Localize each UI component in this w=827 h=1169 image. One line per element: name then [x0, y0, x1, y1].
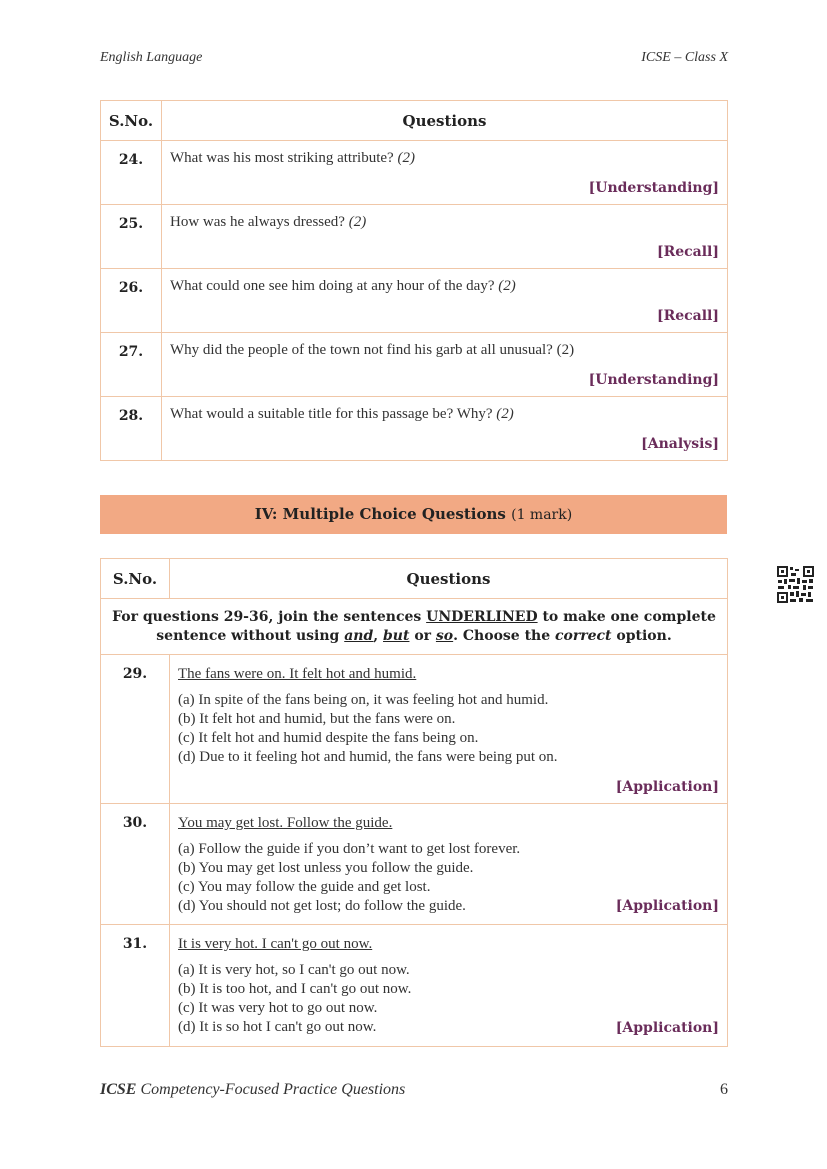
- question-tag: [Understanding]: [588, 180, 719, 196]
- question-text: Why did the people of the town not find his garb at all unusual?: [170, 342, 553, 358]
- table-header-row: [101, 559, 728, 599]
- table-row: [101, 333, 728, 397]
- question-marks: (2): [348, 214, 367, 230]
- question-marks: (2): [556, 342, 575, 358]
- question-tag: [Analysis]: [641, 436, 719, 452]
- question-cell: [170, 804, 728, 925]
- option-b: (b) It is too hot, and I can't go out now.: [178, 981, 412, 997]
- section-title: IV: Multiple Choice Questions: [254, 505, 506, 523]
- section-heading-mcq: [100, 495, 727, 534]
- question-tag: [Understanding]: [588, 372, 719, 388]
- question-marks: (2): [496, 406, 514, 422]
- question-cell: [170, 925, 728, 1047]
- qr-code-icon: [776, 565, 815, 604]
- col-questions-header: Questions: [170, 559, 728, 599]
- option-a: (a) It is very hot, so I can't go out now.: [178, 962, 410, 978]
- question-tag: [Recall]: [656, 308, 719, 324]
- word-and: and: [344, 627, 374, 644]
- question-cell: [162, 397, 728, 461]
- option-b: (b) You may get lost unless you follow the guide.: [178, 860, 474, 876]
- question-text: How was he always dressed?: [170, 214, 345, 230]
- question-text: What would a suitable title for this passage be? Why?: [170, 406, 493, 422]
- question-stem: The fans were on. It felt hot and humid.: [178, 666, 417, 682]
- table-row: [101, 269, 728, 333]
- option-a: (a) Follow the guide if you don’t want to get lost forever.: [178, 841, 521, 857]
- option-d: (d) You should not get lost; do follow the guide.: [178, 898, 466, 914]
- question-tag: [Application]: [615, 779, 719, 795]
- question-number: 28.: [101, 397, 162, 461]
- option-list: [178, 691, 719, 767]
- questions-table-1: [100, 100, 728, 461]
- table-row: [101, 397, 728, 461]
- option-c: (c) It felt hot and humid despite the fans being on.: [178, 730, 479, 746]
- word-but: but: [383, 627, 410, 644]
- question-number: 27.: [101, 333, 162, 397]
- footer-title: [100, 1081, 405, 1099]
- table-row: [101, 141, 728, 205]
- question-text: What could one see him doing at any hour of the day?: [170, 278, 495, 294]
- option-d: (d) It is so hot I can't go out now.: [178, 1019, 377, 1035]
- question-stem: You may get lost. Follow the guide.: [178, 815, 393, 831]
- question-cell: [162, 141, 728, 205]
- header-class: ICSE – Class X: [641, 50, 728, 65]
- question-cell: [162, 333, 728, 397]
- question-cell: [162, 205, 728, 269]
- col-sno-header: S.No.: [101, 101, 162, 141]
- question-text: What was his most striking attribute?: [170, 150, 394, 166]
- footer-brand: ICSE: [100, 1081, 137, 1098]
- section-subtitle: (1 mark): [511, 507, 573, 523]
- header-subject: English Language: [100, 50, 203, 65]
- instruction-row: [101, 599, 728, 655]
- question-stem: It is very hot. I can't go out now.: [178, 936, 373, 952]
- option-d: (d) Due to it feeling hot and humid, the fans were being put on.: [178, 749, 558, 765]
- question-cell: [162, 269, 728, 333]
- question-marks: (2): [498, 278, 516, 294]
- col-sno-header: S.No.: [101, 559, 170, 599]
- option-a: (a) In spite of the fans being on, it was feeling hot and humid.: [178, 692, 549, 708]
- option-c: (c) It was very hot to go out now.: [178, 1000, 378, 1016]
- question-marks: (2): [397, 150, 415, 166]
- table-row: [101, 205, 728, 269]
- word-correct: correct: [555, 627, 612, 644]
- question-number: 29.: [101, 655, 170, 804]
- table-row: [101, 925, 728, 1047]
- table-row: [101, 655, 728, 804]
- option-b: (b) It felt hot and humid, but the fans were on.: [178, 711, 456, 727]
- footer-text: Competency-Focused Practice Questions: [136, 1081, 406, 1098]
- question-number: 25.: [101, 205, 162, 269]
- col-questions-header: Questions: [162, 101, 728, 141]
- question-tag: [Application]: [615, 1020, 719, 1036]
- questions-table-2: [100, 558, 728, 1047]
- option-c: (c) You may follow the guide and get lost.: [178, 879, 431, 895]
- question-number: 31.: [101, 925, 170, 1047]
- instruction-text: For questions 29-36, join the sentences UNDERLINED to make one complete sentence without using and, but or so. Choose the correct option.: [101, 599, 728, 655]
- question-number: 30.: [101, 804, 170, 925]
- question-number: 26.: [101, 269, 162, 333]
- question-number: 24.: [101, 141, 162, 205]
- instruction-underlined: UNDERLINED: [426, 608, 538, 625]
- table-header-row: [101, 101, 728, 141]
- table-row: [101, 804, 728, 925]
- question-cell: [170, 655, 728, 804]
- question-tag: [Recall]: [656, 244, 719, 260]
- word-so: so: [435, 627, 454, 644]
- question-tag: [Application]: [615, 898, 719, 914]
- page-number: 6: [720, 1081, 728, 1098]
